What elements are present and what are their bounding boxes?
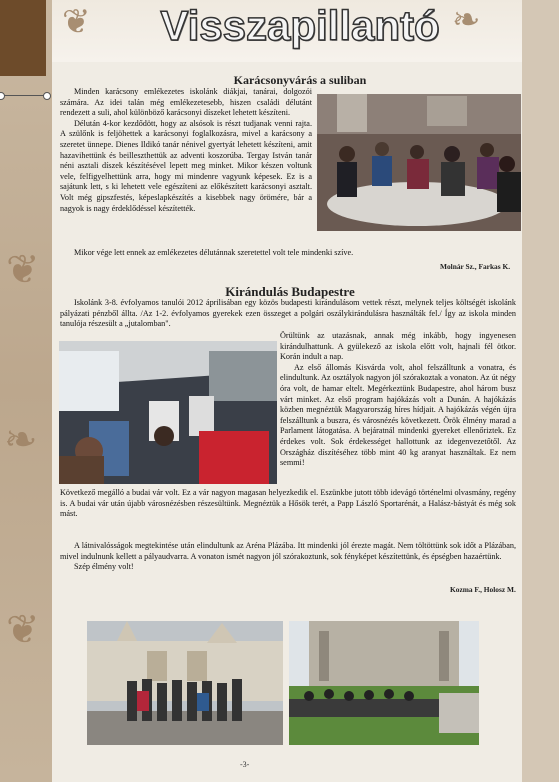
article1-paragraph: Délután 4-kor kezdődött, hogy az alsósok is részt tudjanak venni rajta. A szülőnk is feljöhettek a karácsonyi foglalkozásra, mivel a karácsony a szeretet ünnepe. Dienes Ildikó tanár nénivel gyertyát lehetett készíteni, amit hazavihettünk és beilleszthettük az adventi koszorúba. Tergay István tanár néni asztali díszek készítésével lepett meg minket. Mikor készen voltunk vele, felfigyelhettünk arra, hogy mi mindenre vagyunk képesek. Ez is a sajátunk lett, s ki lehetett vele egészíteni az előkészített karácsonyi asztalt. Volt még gipszfestés, képeslapkészítés a kisebbek nagy örömére, bár a nagyok is nagy érdeklődéssel készítették. — [60, 118, 312, 213]
right-band — [522, 0, 559, 782]
article1-text — [60, 87, 312, 214]
article2-intro — [60, 298, 516, 330]
flourish-ornament-icon: ❧ — [4, 417, 38, 462]
article2-title: Kirándulás Budapestre — [225, 284, 355, 299]
article2-intro-text: Iskolánk 3-8. évfolyamos tanulói 2012 áprilisában egy közös budapesti kirándulásom vettek részt, melynek teljes költségét iskolánk pályázati pénzből állta. /Az 1-2. évfolyamos gyerekek ezen összeget a polgári oszálykirándulásra használták fel./ Így az iskola minden tanulója részesült a „jutalomban". — [60, 298, 516, 329]
article2-signature: Kozma F., Holosz M. — [450, 585, 516, 594]
photo-parliament-park-drawing — [289, 621, 479, 745]
article1-paragraph: Mikor vége lett ennek az emlékezetes délutánnak szeretettel volt tele mindenki szíve. — [74, 248, 354, 257]
article2-paragraph: A látnivalósságok megtekintése után elindultunk az Aréna Plázába. Itt mindenki jól érezte magát. Nem töltöttünk sok időt a Plázában, mivel indulnunk kellett a pályaudvarra. A vonaton ismét nagyon jól szórakoztunk, sok fényképet készítettünk, és épségben hazaértünk. — [60, 541, 516, 561]
article2-closing — [60, 541, 516, 573]
article2-right-column — [280, 331, 516, 469]
photo-buda-castle-drawing — [87, 621, 283, 745]
flourish-ornament-icon: ❧ — [452, 2, 481, 39]
article2-full-width — [60, 488, 516, 520]
article1-title: Karácsonyvárás a suliban — [233, 73, 367, 87]
article1-text-last — [60, 248, 516, 259]
article2-paragraph: Az első állomás Kisvárda volt, ahol felszálltunk a vonatra, és elindultunk. Az osztályok nagyon jól szórakoztak a vonaton. Az út négy óra volt, de hamar eltelt. Megérkeztünk Budapestre, ahol három busz várt minket. Az első program hajókázás volt a Dunán. A hajókázás közben megnéztük Magyarország híres hídjait. A hajókázás végén újra felszálltunk a buszra, és városnézés következett. Örök élmény marad a Parlament látogatása. A bejáratnál mindenki gyereket ellenőriztek. Ez érdekes volt. Sok érdekességet hallottunk az idegenvezetőtől. Az Országház díszítéséhez több mint 40 kg aranyat használtak. Ez nem semmi! — [280, 362, 516, 468]
page-title: Visszapillantó — [160, 2, 440, 49]
photo-parliament-park — [289, 621, 479, 745]
article2-paragraph: Örültünk az utazásnak, annak még inkább, hogy ingyenesen kirándulhattunk. A gyülekező az iskola előtt volt, hajnali fél ötkor. Korán indult a nap. — [280, 331, 516, 362]
left-sidebar — [0, 0, 52, 782]
sidebar-top-block — [0, 0, 46, 76]
photo-train — [59, 341, 277, 484]
article1-paragraph: Minden karácsony emlékezetes iskolánk diákjai, tanárai, dolgozói számára. Az idei talán még emlékezetesebb, hiszen családi délutánt rendezett a suli, ahol különböző karácsonyi díszeket lehetett készíteni. — [60, 87, 312, 118]
photo-train-drawing — [59, 341, 277, 484]
divider-line — [0, 95, 46, 96]
photo-buda-castle — [87, 621, 283, 745]
article2-farewell: Szép élmény volt! — [74, 562, 134, 572]
flourish-ornament-icon: ❦ — [6, 607, 40, 652]
page-number: -3- — [240, 760, 250, 769]
article2-paragraph: Következő megálló a budai vár volt. Ez a vár nagyon magasan helyezkedik el. Eszünkbe jutott több idevágó történelmi olvasmány, regény is. A budai vár után újabb városnézésben részesültünk. Megnéztük a Hősök terét, a Papp László Sportarénát, a Halász-bástyát és még sok mást. — [60, 488, 516, 519]
flourish-ornament-icon: ❦ — [62, 4, 91, 41]
flourish-ornament-icon: ❦ — [6, 247, 40, 292]
divider-dot-icon — [43, 92, 51, 100]
photo-classroom — [317, 94, 521, 231]
photo-classroom-drawing — [317, 94, 521, 231]
article1-signature: Molnár Sz., Farkas K. — [440, 262, 511, 271]
